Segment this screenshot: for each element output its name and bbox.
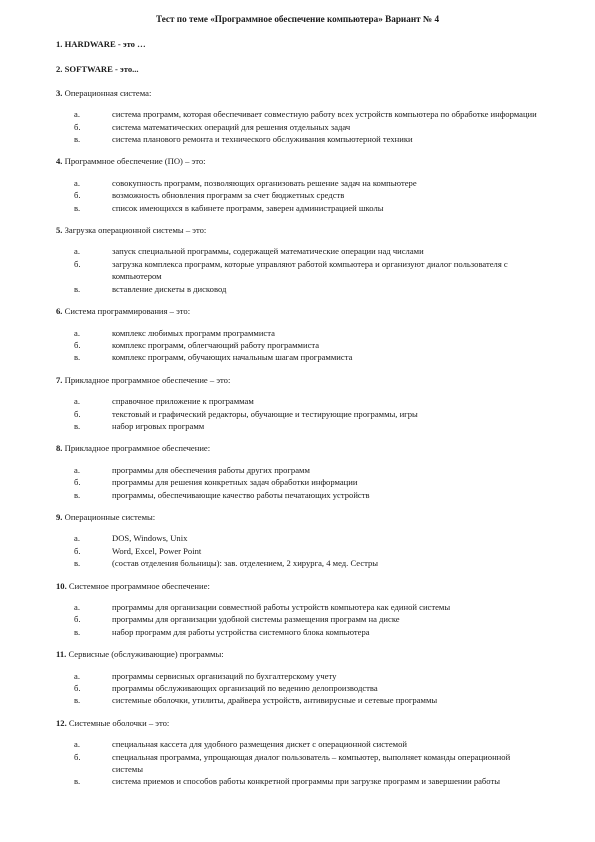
question-number: 12. [56, 717, 67, 728]
option-letter: в. [74, 202, 81, 213]
answer-option [74, 613, 538, 625]
answer-options [56, 327, 538, 364]
option-text: возможность обновления программ за счет бюджетных средств [112, 190, 345, 201]
question-text [56, 511, 538, 523]
answer-option [74, 202, 538, 214]
question-number: 6. [56, 306, 63, 317]
option-text: программы сервисных организаций по бухгалтерскому учету [112, 670, 337, 681]
question-label: Программное обеспечение (ПО) – это: [64, 156, 206, 167]
option-letter: в. [74, 134, 81, 145]
option-text: загрузка комплекса программ, которые управляют работой компьютера и организуют диалог пользователя с компьютером [112, 258, 508, 282]
question-text [56, 63, 538, 75]
answer-option [74, 283, 538, 295]
question-number: 5. [56, 225, 63, 236]
answer-option [74, 177, 538, 189]
answer-options [56, 738, 538, 788]
option-letter: б. [74, 258, 81, 269]
option-text: запуск специальной программы, содержащей математические операции над числами [112, 246, 424, 257]
question-label: HARDWARE - это … [64, 39, 146, 49]
option-letter: а. [74, 327, 80, 338]
question-3 [56, 87, 538, 146]
question-label: Система программирования – это: [64, 306, 191, 317]
option-text: (состав отделения больницы): зав. отделением, 2 хирурга, 4 мед. Сестры [112, 558, 379, 569]
option-letter: б. [74, 190, 81, 201]
answer-option [74, 339, 538, 351]
question-text [56, 155, 538, 167]
question-text [56, 374, 538, 386]
answer-option [74, 464, 538, 476]
answer-option [74, 545, 538, 557]
question-7 [56, 374, 538, 433]
option-letter: а. [74, 109, 80, 120]
question-label: Прикладное программное обеспечение: [64, 443, 211, 454]
option-text: вставление дискеты в дисковод [112, 283, 227, 294]
question-5 [56, 224, 538, 295]
option-text: программы для организации удобной системы размещения программ на диске [112, 614, 400, 625]
option-letter: б. [74, 751, 81, 762]
option-letter: б. [74, 121, 81, 132]
option-letter: а. [74, 670, 80, 681]
answer-options [56, 395, 538, 432]
option-text: система планового ремонта и технического обслуживания компьютерной техники [112, 134, 413, 145]
question-number: 7. [56, 374, 63, 385]
answer-options [56, 245, 538, 295]
option-text: программы для обеспечения работы других программ [112, 464, 310, 475]
answer-option [74, 775, 538, 787]
question-10 [56, 580, 538, 639]
answer-option [74, 489, 538, 501]
answer-options [56, 177, 538, 214]
answer-options [56, 601, 538, 638]
option-text: набор игровых программ [112, 420, 205, 431]
question-8 [56, 442, 538, 501]
option-text: комплекс программ, облегчающий работу программиста [112, 339, 320, 350]
question-4 [56, 155, 538, 214]
option-text: комплекс программ, обучающих начальным шагам программиста [112, 352, 353, 363]
answer-option [74, 557, 538, 569]
question-number: 9. [56, 511, 63, 522]
question-number: 11. [56, 649, 67, 660]
answer-option [74, 108, 538, 120]
question-text [56, 38, 538, 50]
question-label: Сервисные (обслуживающие) программы: [68, 649, 224, 660]
option-letter: б. [74, 339, 81, 350]
question-label: Операционная система: [64, 87, 152, 98]
option-text: справочное приложение к программам [112, 396, 254, 407]
option-letter: в. [74, 352, 81, 363]
option-letter: в. [74, 489, 81, 500]
question-text [56, 305, 538, 317]
option-text: система программ, которая обеспечивает совместную работу всех устройств компьютера по обработке информации [112, 109, 537, 120]
question-label: SOFTWARE - это... [64, 64, 139, 75]
question-text [56, 717, 538, 729]
option-letter: в. [74, 558, 81, 569]
answer-options [56, 670, 538, 707]
question-number: 10. [56, 580, 67, 591]
question-label: Операционные системы: [64, 511, 156, 522]
option-text: система математических операций для решения отдельных задач [112, 121, 351, 132]
option-letter: а. [74, 464, 80, 475]
answer-option [74, 133, 538, 145]
option-letter: б. [74, 545, 81, 556]
question-list [56, 38, 538, 798]
option-text: специальная программа, упрощающая диалог пользователь – компьютер, выполняет команды операционной системы [112, 751, 511, 775]
answer-options [56, 108, 538, 145]
answer-option [74, 626, 538, 638]
option-letter: б. [74, 408, 81, 419]
option-text: программы, обеспечивающие качество работы печатающих устройств [112, 489, 370, 500]
option-text: DOS, Windows, Unix [112, 533, 188, 544]
question-label: Прикладное программное обеспечение – это: [64, 374, 231, 385]
question-number: 3. [56, 87, 63, 98]
option-letter: а. [74, 177, 80, 188]
option-letter: в. [74, 626, 81, 637]
answer-option [74, 751, 538, 776]
option-letter: б. [74, 683, 81, 694]
question-12 [56, 717, 538, 788]
answer-option [74, 408, 538, 420]
question-text [56, 580, 538, 592]
answer-option [74, 682, 538, 694]
option-letter: а. [74, 533, 80, 544]
option-letter: а. [74, 739, 80, 750]
question-label: Системные оболочки – это: [68, 717, 170, 728]
question-6 [56, 305, 538, 364]
option-letter: в. [74, 776, 81, 787]
option-letter: б. [74, 477, 81, 488]
option-text: специальная кассета для удобного размещения дискет с операционной системой [112, 739, 407, 750]
question-2 [56, 63, 538, 75]
question-label: Загрузка операционной системы – это: [64, 225, 207, 236]
option-text: комплекс любимых программ программиста [112, 327, 275, 338]
question-text [56, 87, 538, 99]
option-text: программы для организации совместной работы устройств компьютера как единой системы [112, 602, 451, 612]
option-letter: а. [74, 396, 80, 407]
answer-option [74, 189, 538, 201]
answer-option [74, 121, 538, 133]
question-text [56, 224, 538, 236]
option-letter: в. [74, 283, 81, 294]
option-text: Word, Excel, Power Point [112, 545, 202, 556]
answer-options [56, 464, 538, 501]
question-text [56, 648, 538, 660]
option-text: текстовый и графический редакторы, обучающие и тестирующие программы, игры [112, 408, 418, 419]
answer-option [74, 245, 538, 257]
answer-option [74, 258, 538, 283]
question-11 [56, 648, 538, 707]
option-letter: в. [74, 695, 81, 706]
option-letter: в. [74, 420, 81, 431]
question-9 [56, 511, 538, 570]
option-text: список имеющихся в кабинете программ, заверен администрацией школы [112, 202, 384, 213]
question-number: 2. [56, 64, 63, 75]
option-text: система приемов и способов работы конкретной программы при загрузке программ и завершении работы [112, 776, 501, 787]
answer-option [74, 532, 538, 544]
answer-option [74, 420, 538, 432]
question-1 [56, 38, 538, 50]
question-label: Системное программное обеспечение: [68, 580, 210, 591]
option-letter: а. [74, 602, 80, 612]
option-text: программы обслуживающих организаций по ведению делопроизводства [112, 683, 378, 694]
answer-option [74, 738, 538, 750]
answer-option [74, 670, 538, 682]
answer-options [56, 532, 538, 569]
question-text [56, 442, 538, 454]
answer-option [74, 395, 538, 407]
option-letter: а. [74, 246, 80, 257]
question-number: 4. [56, 156, 63, 167]
option-text: системные оболочки, утилиты, драйвера устройств, антивирусные и сетевые программы [112, 695, 438, 706]
option-text: программы для решения конкретных задач обработки информации [112, 477, 358, 488]
question-number: 8. [56, 443, 63, 454]
answer-option [74, 327, 538, 339]
answer-option [74, 694, 538, 706]
option-text: набор программ для работы устройства системного блока компьютера [112, 626, 370, 637]
document-title: Тест по теме «Программное обеспечение компьютера» Вариант № 4 [155, 14, 440, 24]
option-letter: б. [74, 614, 81, 625]
question-number: 1. [56, 39, 63, 49]
answer-option [74, 601, 538, 613]
answer-option [74, 476, 538, 488]
option-text: совокупность программ, позволяющих организовать решение задач на компьютере [112, 177, 417, 188]
answer-option [74, 351, 538, 363]
